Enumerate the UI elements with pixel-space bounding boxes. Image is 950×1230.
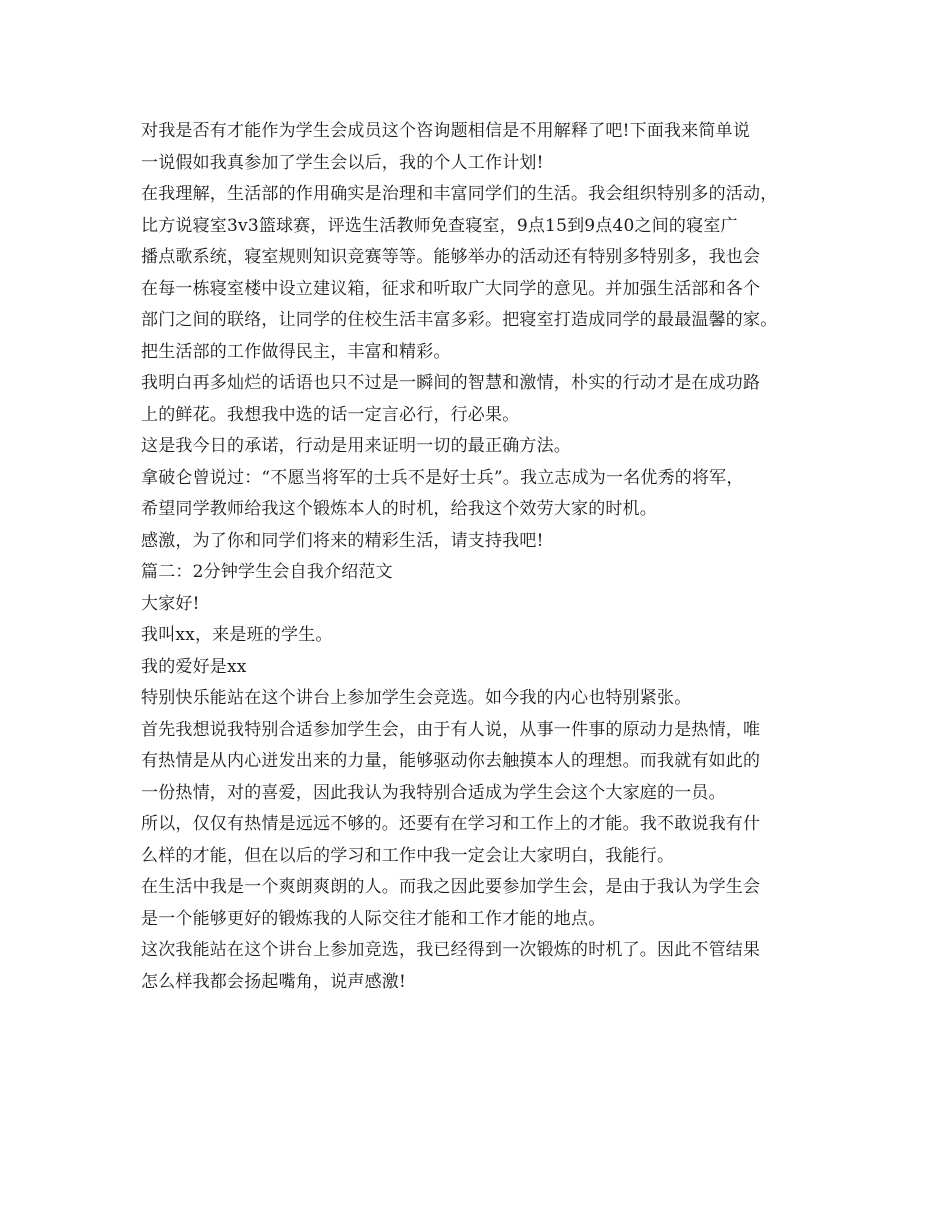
text-line: 对我是否有才能作为学生会成员这个咨询题相信是不用解释了吧!下面我来简单说 <box>141 121 751 141</box>
text-line: 把生活部的工作做得民主，丰富和精彩。 <box>141 341 451 362</box>
text-line: 感激，为了你和同学们将来的精彩生活，请支持我吧! <box>141 530 544 551</box>
text-line: 首先我想说我特别合适参加学生会，由于有人说，从事一件事的原动力是热情，唯 <box>141 719 761 740</box>
text-line: 拿破仑曾说过：“不愿当将军的士兵不是好士兵”。我立志成为一名优秀的将军， <box>141 467 744 488</box>
text-line: 这次我能站在这个讲台上参加竞选，我已经得到一次锻炼的时机了。因此不管结果 <box>141 940 761 960</box>
text-line: 大家好! <box>141 593 200 614</box>
text-line: 特别快乐能站在这个讲台上参加学生会竞选。如今我的内心也特别紧张。 <box>141 688 692 708</box>
text-line: 比方说寝室3v3篮球赛，评选生活教师免查寝室，9点15到9点40之间的寝室广 <box>141 215 738 236</box>
text-line: 我的爱好是xx <box>141 656 247 677</box>
text-line: 怎么样我都会扬起嘴角，说声感激! <box>141 971 407 992</box>
text-line: 是一个能够更好的锻炼我的人际交往才能和工作才能的地点。 <box>141 908 606 929</box>
text-line: 一说假如我真参加了学生会以后，我的个人工作计划! <box>141 152 544 173</box>
text-line: 希望同学教师给我这个锻炼本人的时机，给我这个效劳大家的时机。 <box>141 499 657 519</box>
text-line: 这是我今日的承诺，行动是用来证明一切的最正确方法。 <box>141 436 571 456</box>
document-body <box>141 116 831 998</box>
text-line: 在每一栋寝室楼中设立建议箱，征求和听取广大同学的意见。并加强生活部和各个 <box>141 278 761 299</box>
section-heading: 篇二：2分钟学生会自我介绍范文 <box>141 562 393 582</box>
text-line: 部门之间的联络，让同学的住校生活丰富多彩。把寝室打造成同学的最最温馨的家。 <box>141 310 778 330</box>
text-line: 一份热情，对的喜爱，因此我认为我特别合适成为学生会这个大家庭的一员。 <box>141 782 726 803</box>
text-line: 有热情是从内心迸发出来的力量，能够驱动你去触摸本人的理想。而我就有如此的 <box>141 751 761 771</box>
text-line: 在我理解，生活部的作用确实是治理和丰富同学们的生活。我会组织特别多的活动， <box>141 184 778 204</box>
text-line: 我叫xx，来是班的学生。 <box>141 625 333 645</box>
text-line: 播点歌系统，寝室规则知识竞赛等等。能够举办的活动还有特别多特别多，我也会 <box>141 247 761 267</box>
text-line: 么样的才能，但在以后的学习和工作中我一定会让大家明白，我能行。 <box>141 845 675 866</box>
text-line: 所以，仅仅有热情是远远不够的。还要有在学习和工作上的才能。我不敢说我有什 <box>141 814 761 834</box>
text-line: 上的鲜花。我想我中选的话一定言必行，行必果。 <box>141 404 520 425</box>
text-line: 我明白再多灿烂的话语也只不过是一瞬间的智慧和激情，朴实的行动才是在成功路 <box>141 373 761 393</box>
text-line: 在生活中我是一个爽朗爽朗的人。而我之因此要参加学生会，是由于我认为学生会 <box>141 877 761 897</box>
